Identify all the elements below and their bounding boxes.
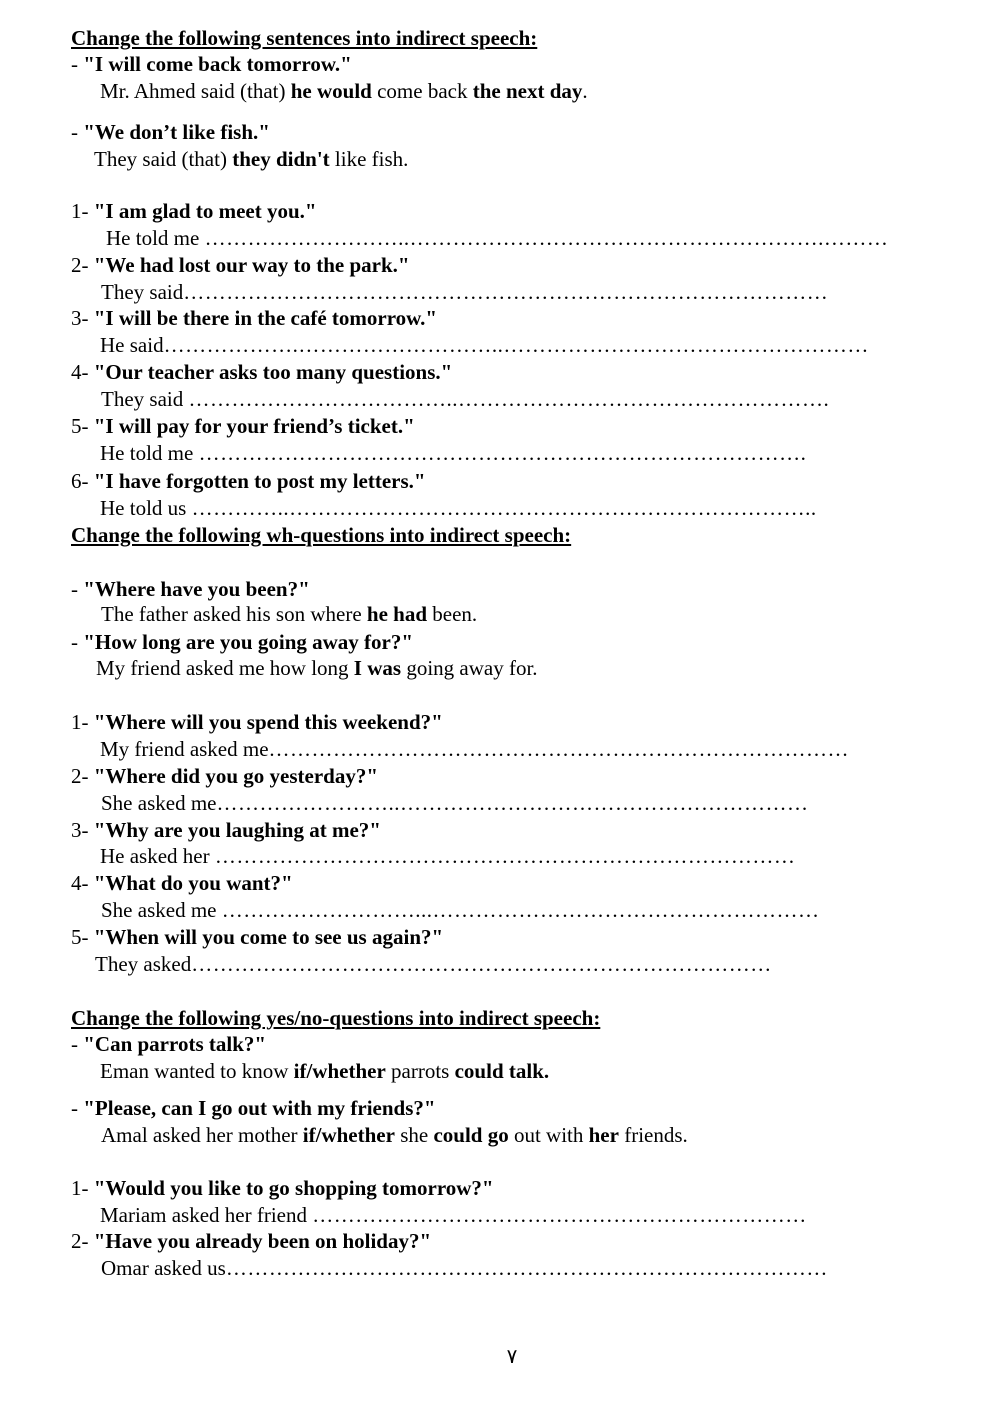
example-quote: - "We don’t like fish." <box>71 120 270 144</box>
example-answer: Mr. Ahmed said (that) he would come back the next day. <box>100 79 588 103</box>
example-answer: Amal asked her mother if/whether she could go out with her friends. <box>101 1123 688 1147</box>
exercise-quote: 3- "Why are you laughing at me?" <box>71 818 381 842</box>
example-quote: - "Where have you been?" <box>71 577 310 601</box>
answer-line[interactable]: He asked her ……………………………………………………………………… <box>100 844 796 868</box>
section-heading: Change the following sentences into indirect speech: <box>71 26 538 50</box>
section-heading: Change the following wh-questions into indirect speech: <box>71 523 572 547</box>
exercise-quote: 4- "What do you want?" <box>71 871 293 895</box>
answer-line[interactable]: She asked me……………………..………………………………………………… <box>101 791 809 815</box>
example-quote: - "I will come back tomorrow." <box>71 52 352 76</box>
example-quote: - "How long are you going away for?" <box>71 630 414 654</box>
answer-line[interactable]: They asked……………………………………………………………………… <box>95 952 772 976</box>
answer-line[interactable]: He told us …………..……………………………………………………………….. <box>100 496 817 520</box>
answer-line[interactable]: Omar asked us………………………………………………………………………… <box>101 1256 828 1280</box>
exercise-quote: 4- "Our teacher asks too many questions." <box>71 360 453 384</box>
answer-line[interactable]: She asked me ………………………...……………………………………………… <box>101 898 820 922</box>
exercise-quote: 5- "I will pay for your friend’s ticket." <box>71 414 415 438</box>
example-answer: The father asked his son where he had been. <box>101 602 478 626</box>
exercise-quote: 1- "Would you like to go shopping tomorrow?" <box>71 1176 494 1200</box>
answer-line[interactable]: Mariam asked her friend …………………………………………………………… <box>100 1203 807 1227</box>
exercise-quote: 3- "I will be there in the café tomorrow." <box>71 306 438 330</box>
answer-line[interactable]: He said……………….………………………..…………………………………………… <box>100 333 869 357</box>
example-answer: They said (that) they didn't like fish. <box>94 147 409 171</box>
exercise-quote: 1- "Where will you spend this weekend?" <box>71 710 443 734</box>
answer-line[interactable]: They said……………………………………………………………………………… <box>101 280 829 304</box>
exercise-quote: 2- "Where did you go yesterday?" <box>71 764 379 788</box>
example-answer: My friend asked me how long I was going away for. <box>96 656 538 680</box>
page-number: ٧ <box>506 1346 518 1368</box>
exercise-quote: 6- "I have forgotten to post my letters." <box>71 469 426 493</box>
example-quote: - "Can parrots talk?" <box>71 1032 267 1056</box>
answer-line[interactable]: He told me ………………………..………………………………………………….……… <box>106 226 889 250</box>
example-answer: Eman wanted to know if/whether parrots could talk. <box>100 1059 550 1083</box>
example-quote: - "Please, can I go out with my friends?" <box>71 1096 436 1120</box>
exercise-quote: 1- "I am glad to meet you." <box>71 199 317 223</box>
answer-line[interactable]: They said ………………………………..……………………………………………. <box>101 387 830 411</box>
answer-line[interactable]: He told me …………………………………………………………………………. <box>100 441 807 465</box>
exercise-quote: 2- "We had lost our way to the park." <box>71 253 410 277</box>
exercise-quote: 5- "When will you come to see us again?" <box>71 925 444 949</box>
answer-line[interactable]: My friend asked me……………………………………………………………………… <box>100 737 850 761</box>
section-heading: Change the following yes/no-questions into indirect speech: <box>71 1006 601 1030</box>
exercise-quote: 2- "Have you already been on holiday?" <box>71 1229 432 1253</box>
